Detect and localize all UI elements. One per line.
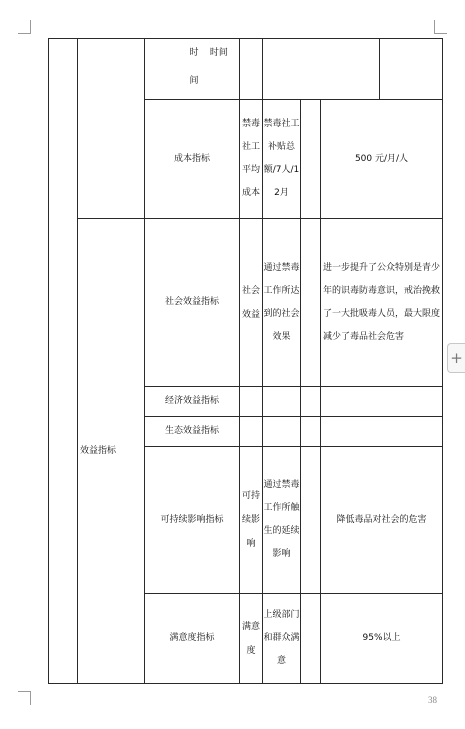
- crop-mark: [30, 691, 31, 705]
- crop-mark: [18, 33, 31, 34]
- time-label: 时间: [209, 48, 228, 58]
- blank-cell: [301, 594, 321, 684]
- time-cell: [145, 39, 240, 100]
- add-page-button[interactable]: [447, 343, 465, 373]
- cost-value: 500 元/月/人: [321, 100, 443, 219]
- benefit-indicator-label: 效益指标: [78, 219, 145, 684]
- satisfaction-item: 满意度: [241, 621, 260, 656]
- sustain-indicator-label: 可持续影响指标: [145, 447, 240, 594]
- blank-cell: [301, 219, 321, 387]
- ecology-indicator-label: 生态效益指标: [145, 417, 240, 447]
- sustain-item: 可持续影响: [241, 491, 260, 549]
- blank-cell: [301, 100, 321, 219]
- blank-cell: [301, 387, 321, 417]
- sustain-detail: 通过禁毒工作所触生的延续影响: [263, 480, 300, 559]
- satisfaction-value: 95%以上: [321, 594, 443, 684]
- blank-cell: [240, 39, 263, 100]
- table-row-time: [49, 39, 443, 100]
- crop-mark: [18, 691, 31, 692]
- cost-detail: 禁毒社工补贴总额/7人/12月: [263, 119, 300, 198]
- plus-icon: +: [450, 348, 463, 367]
- page-number: 38: [428, 695, 437, 705]
- blank-cell: [301, 447, 321, 594]
- social-indicator-label: 社会效益指标: [145, 219, 240, 387]
- crop-mark: [30, 20, 31, 34]
- blank-cell: [263, 417, 301, 447]
- social-value: 进一步提升了公众特别是青少年的识毒防毒意识，戒治挽救了一大批吸毒人员，最大限度减少了毒品社会危害: [321, 219, 443, 387]
- economic-indicator-label: 经济效益指标: [145, 387, 240, 417]
- social-detail: 通过禁毒工作所达到的社会效果: [263, 262, 300, 342]
- cost-item: 禁毒社工平均成本: [241, 119, 260, 198]
- blank-cell: [321, 417, 443, 447]
- blank-cell: [263, 39, 380, 100]
- blank-cell: [240, 417, 263, 447]
- satisfaction-detail: 上级部门和群众满意: [263, 610, 300, 666]
- blank-category-cell: [78, 39, 145, 219]
- blank-cell: [240, 387, 263, 417]
- performance-indicator-table: [48, 38, 443, 684]
- blank-first-column-cell: [49, 39, 78, 684]
- blank-cell: [263, 387, 301, 417]
- crop-mark: [434, 20, 435, 34]
- blank-cell: [321, 387, 443, 417]
- table-row-social: [49, 219, 443, 387]
- time-label-vertical: 时间: [189, 48, 199, 86]
- blank-cell: [380, 39, 443, 100]
- social-item: 社会效益: [241, 285, 260, 320]
- sustain-value: 降低毒品对社会的危害: [321, 447, 443, 594]
- crop-mark: [434, 33, 447, 34]
- blank-cell: [301, 417, 321, 447]
- satisfaction-indicator-label: 满意度指标: [145, 594, 240, 684]
- cost-indicator-label: 成本指标: [145, 100, 240, 219]
